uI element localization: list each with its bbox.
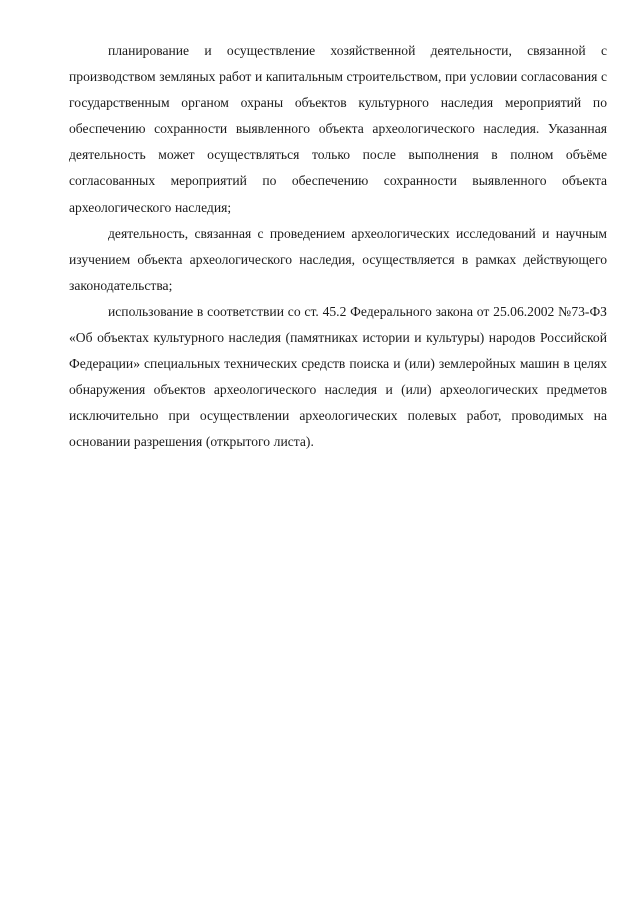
paragraph-technical-means: использование в соответствии со ст. 45.2 Федерального закона от 25.06.2002 №73-ФЗ «Об объектах культурного наследия (памятниках истории и культуры) народов Российской Федерации» специальных технических средств поиска и (или) землеройных машин в целях обнаружения объектов археологического наследия и (или) археологических предметов исключительно при осуществлении археологических полевых работ, проводимых на основании разрешения (открытого листа). — [69, 303, 607, 450]
paragraph-earthworks: планирование и осуществление хозяйственной деятельности, связанной с производством земляных работ и капитальным строительством, при условии согласования с государственным органом охраны объектов культурного наследия мероприятий по обеспечению сохранности выявленного объекта археологического наследия. Указанная деятельность может осуществляться только после выполнения в полном объёме согласованных мероприятий по обеспечению сохранности выявленного объекта археологического наследия; — [69, 43, 607, 215]
paragraph-archaeological-research: деятельность, связанная с проведением археологических исследований и научным изучением объекта археологического наследия, осуществляется в рамках действующего законодательства; — [69, 225, 607, 293]
